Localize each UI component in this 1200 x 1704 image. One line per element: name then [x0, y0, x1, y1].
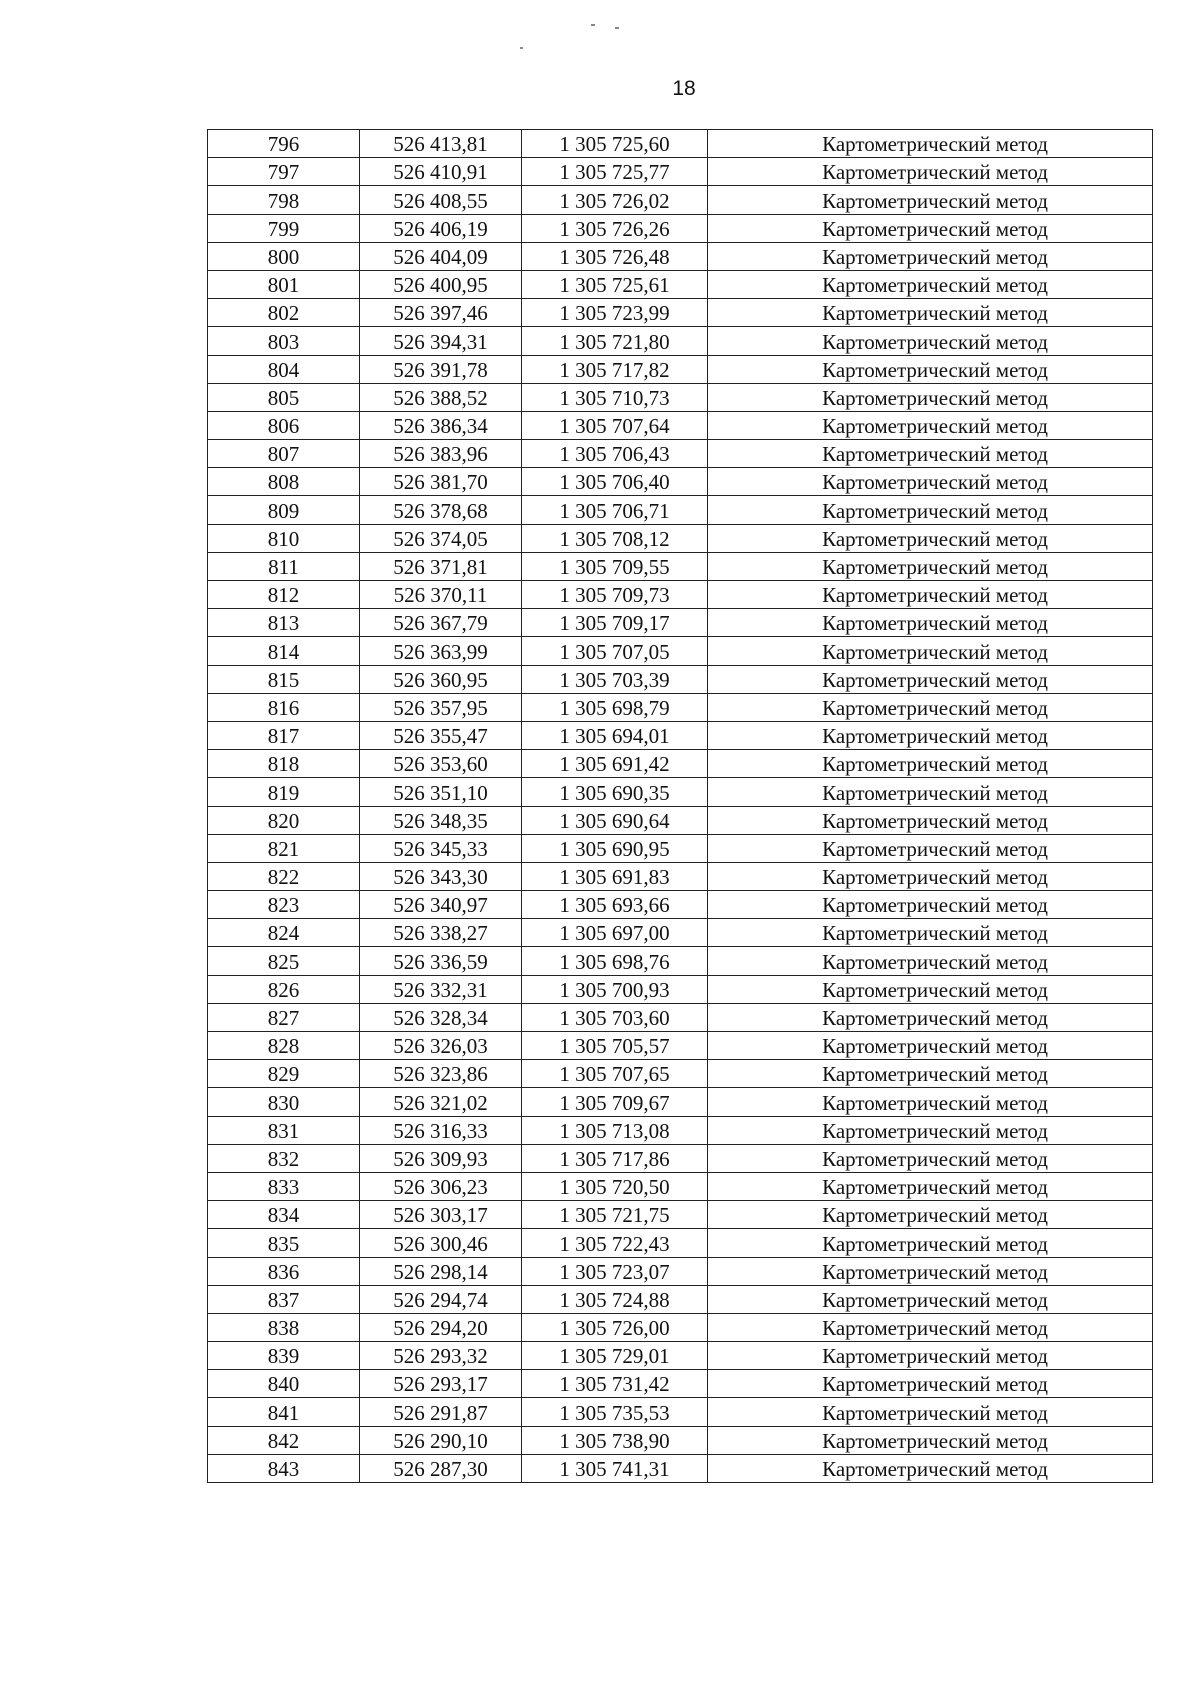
method-cell: Картометрический метод	[708, 214, 1153, 242]
point-number-cell: 818	[208, 750, 360, 778]
point-number-cell: 819	[208, 778, 360, 806]
point-number-cell: 811	[208, 552, 360, 580]
method-cell: Картометрический метод	[708, 975, 1153, 1003]
y-coordinate-cell: 1 305 698,79	[522, 693, 708, 721]
table-row	[208, 891, 1153, 919]
point-number-cell: 827	[208, 1003, 360, 1031]
x-coordinate-cell: 526 397,46	[360, 299, 522, 327]
point-number-cell: 832	[208, 1144, 360, 1172]
y-coordinate-cell: 1 305 710,73	[522, 383, 708, 411]
table-row	[208, 1060, 1153, 1088]
point-number-cell: 800	[208, 242, 360, 270]
x-coordinate-cell: 526 343,30	[360, 862, 522, 890]
x-coordinate-cell: 526 370,11	[360, 581, 522, 609]
x-coordinate-cell: 526 371,81	[360, 552, 522, 580]
table-row	[208, 609, 1153, 637]
point-number-cell: 810	[208, 524, 360, 552]
table-row	[208, 1426, 1153, 1454]
table-row	[208, 1144, 1153, 1172]
table-row	[208, 1285, 1153, 1313]
method-cell: Картометрический метод	[708, 1032, 1153, 1060]
x-coordinate-cell: 526 410,91	[360, 158, 522, 186]
method-cell: Картометрический метод	[708, 327, 1153, 355]
x-coordinate-cell: 526 367,79	[360, 609, 522, 637]
method-cell: Картометрический метод	[708, 440, 1153, 468]
method-cell: Картометрический метод	[708, 778, 1153, 806]
method-cell: Картометрический метод	[708, 693, 1153, 721]
y-coordinate-cell: 1 305 707,05	[522, 637, 708, 665]
y-coordinate-cell: 1 305 691,83	[522, 862, 708, 890]
x-coordinate-cell: 526 406,19	[360, 214, 522, 242]
method-cell: Картометрический метод	[708, 158, 1153, 186]
x-coordinate-cell: 526 321,02	[360, 1088, 522, 1116]
x-coordinate-cell: 526 348,35	[360, 806, 522, 834]
x-coordinate-cell: 526 400,95	[360, 270, 522, 298]
method-cell: Картометрический метод	[708, 1229, 1153, 1257]
method-cell: Картометрический метод	[708, 242, 1153, 270]
y-coordinate-cell: 1 305 723,99	[522, 299, 708, 327]
y-coordinate-cell: 1 305 726,02	[522, 186, 708, 214]
method-cell: Картометрический метод	[708, 1454, 1153, 1482]
method-cell: Картометрический метод	[708, 919, 1153, 947]
point-number-cell: 799	[208, 214, 360, 242]
y-coordinate-cell: 1 305 698,76	[522, 947, 708, 975]
point-number-cell: 808	[208, 468, 360, 496]
x-coordinate-cell: 526 336,59	[360, 947, 522, 975]
y-coordinate-cell: 1 305 723,07	[522, 1257, 708, 1285]
method-cell: Картометрический метод	[708, 524, 1153, 552]
x-coordinate-cell: 526 413,81	[360, 130, 522, 158]
y-coordinate-cell: 1 305 726,00	[522, 1313, 708, 1341]
y-coordinate-cell: 1 305 708,12	[522, 524, 708, 552]
x-coordinate-cell: 526 306,23	[360, 1172, 522, 1200]
point-number-cell: 829	[208, 1060, 360, 1088]
table-row	[208, 721, 1153, 749]
x-coordinate-cell: 526 323,86	[360, 1060, 522, 1088]
y-coordinate-cell: 1 305 738,90	[522, 1426, 708, 1454]
method-cell: Картометрический метод	[708, 270, 1153, 298]
method-cell: Картометрический метод	[708, 383, 1153, 411]
x-coordinate-cell: 526 388,52	[360, 383, 522, 411]
x-coordinate-cell: 526 293,17	[360, 1370, 522, 1398]
point-number-cell: 801	[208, 270, 360, 298]
table-row	[208, 1370, 1153, 1398]
y-coordinate-cell: 1 305 707,64	[522, 411, 708, 439]
table-row	[208, 552, 1153, 580]
method-cell: Картометрический метод	[708, 1426, 1153, 1454]
x-coordinate-cell: 526 298,14	[360, 1257, 522, 1285]
table-row	[208, 665, 1153, 693]
y-coordinate-cell: 1 305 691,42	[522, 750, 708, 778]
method-cell: Картометрический метод	[708, 1144, 1153, 1172]
method-cell: Картометрический метод	[708, 468, 1153, 496]
x-coordinate-cell: 526 328,34	[360, 1003, 522, 1031]
x-coordinate-cell: 526 394,31	[360, 327, 522, 355]
y-coordinate-cell: 1 305 709,67	[522, 1088, 708, 1116]
x-coordinate-cell: 526 294,74	[360, 1285, 522, 1313]
point-number-cell: 840	[208, 1370, 360, 1398]
method-cell: Картометрический метод	[708, 1257, 1153, 1285]
y-coordinate-cell: 1 305 735,53	[522, 1398, 708, 1426]
y-coordinate-cell: 1 305 725,61	[522, 270, 708, 298]
y-coordinate-cell: 1 305 729,01	[522, 1342, 708, 1370]
x-coordinate-cell: 526 353,60	[360, 750, 522, 778]
y-coordinate-cell: 1 305 713,08	[522, 1116, 708, 1144]
table-row	[208, 919, 1153, 947]
scan-speck	[520, 47, 523, 49]
x-coordinate-cell: 526 378,68	[360, 496, 522, 524]
point-number-cell: 821	[208, 834, 360, 862]
y-coordinate-cell: 1 305 707,65	[522, 1060, 708, 1088]
point-number-cell: 843	[208, 1454, 360, 1482]
y-coordinate-cell: 1 305 709,17	[522, 609, 708, 637]
y-coordinate-cell: 1 305 709,73	[522, 581, 708, 609]
y-coordinate-cell: 1 305 697,00	[522, 919, 708, 947]
x-coordinate-cell: 526 360,95	[360, 665, 522, 693]
x-coordinate-cell: 526 345,33	[360, 834, 522, 862]
method-cell: Картометрический метод	[708, 496, 1153, 524]
x-coordinate-cell: 526 293,32	[360, 1342, 522, 1370]
method-cell: Картометрический метод	[708, 1172, 1153, 1200]
table-row	[208, 862, 1153, 890]
x-coordinate-cell: 526 386,34	[360, 411, 522, 439]
x-coordinate-cell: 526 287,30	[360, 1454, 522, 1482]
method-cell: Картометрический метод	[708, 581, 1153, 609]
y-coordinate-cell: 1 305 705,57	[522, 1032, 708, 1060]
y-coordinate-cell: 1 305 706,71	[522, 496, 708, 524]
point-number-cell: 828	[208, 1032, 360, 1060]
method-cell: Картометрический метод	[708, 834, 1153, 862]
point-number-cell: 836	[208, 1257, 360, 1285]
y-coordinate-cell: 1 305 721,75	[522, 1201, 708, 1229]
point-number-cell: 822	[208, 862, 360, 890]
x-coordinate-cell: 526 303,17	[360, 1201, 522, 1229]
method-cell: Картометрический метод	[708, 806, 1153, 834]
x-coordinate-cell: 526 300,46	[360, 1229, 522, 1257]
point-number-cell: 807	[208, 440, 360, 468]
x-coordinate-cell: 526 363,99	[360, 637, 522, 665]
point-number-cell: 802	[208, 299, 360, 327]
x-coordinate-cell: 526 391,78	[360, 355, 522, 383]
method-cell: Картометрический метод	[708, 1342, 1153, 1370]
method-cell: Картометрический метод	[708, 609, 1153, 637]
point-number-cell: 803	[208, 327, 360, 355]
method-cell: Картометрический метод	[708, 1398, 1153, 1426]
x-coordinate-cell: 526 381,70	[360, 468, 522, 496]
method-cell: Картометрический метод	[708, 665, 1153, 693]
point-number-cell: 806	[208, 411, 360, 439]
table-body	[208, 130, 1153, 1483]
point-number-cell: 830	[208, 1088, 360, 1116]
table-row	[208, 468, 1153, 496]
method-cell: Картометрический метод	[708, 1370, 1153, 1398]
y-coordinate-cell: 1 305 724,88	[522, 1285, 708, 1313]
x-coordinate-cell: 526 357,95	[360, 693, 522, 721]
y-coordinate-cell: 1 305 721,80	[522, 327, 708, 355]
y-coordinate-cell: 1 305 690,95	[522, 834, 708, 862]
x-coordinate-cell: 526 290,10	[360, 1426, 522, 1454]
table-row	[208, 242, 1153, 270]
scan-speck	[615, 27, 619, 29]
x-coordinate-cell: 526 332,31	[360, 975, 522, 1003]
point-number-cell: 826	[208, 975, 360, 1003]
scan-speck	[591, 24, 595, 26]
method-cell: Картометрический метод	[708, 299, 1153, 327]
table-row	[208, 270, 1153, 298]
y-coordinate-cell: 1 305 726,26	[522, 214, 708, 242]
table-row	[208, 411, 1153, 439]
point-number-cell: 831	[208, 1116, 360, 1144]
table-row	[208, 440, 1153, 468]
table-row	[208, 1398, 1153, 1426]
x-coordinate-cell: 526 355,47	[360, 721, 522, 749]
point-number-cell: 814	[208, 637, 360, 665]
point-number-cell: 824	[208, 919, 360, 947]
method-cell: Картометрический метод	[708, 1313, 1153, 1341]
point-number-cell: 805	[208, 383, 360, 411]
method-cell: Картометрический метод	[708, 891, 1153, 919]
method-cell: Картометрический метод	[708, 1116, 1153, 1144]
point-number-cell: 804	[208, 355, 360, 383]
method-cell: Картометрический метод	[708, 862, 1153, 890]
method-cell: Картометрический метод	[708, 721, 1153, 749]
method-cell: Картометрический метод	[708, 355, 1153, 383]
x-coordinate-cell: 526 338,27	[360, 919, 522, 947]
method-cell: Картометрический метод	[708, 1285, 1153, 1313]
table-row	[208, 1454, 1153, 1482]
table-row	[208, 806, 1153, 834]
method-cell: Картометрический метод	[708, 750, 1153, 778]
y-coordinate-cell: 1 305 706,40	[522, 468, 708, 496]
method-cell: Картометрический метод	[708, 1201, 1153, 1229]
point-number-cell: 841	[208, 1398, 360, 1426]
point-number-cell: 815	[208, 665, 360, 693]
point-number-cell: 833	[208, 1172, 360, 1200]
table-row	[208, 327, 1153, 355]
table-row	[208, 214, 1153, 242]
point-number-cell: 796	[208, 130, 360, 158]
y-coordinate-cell: 1 305 722,43	[522, 1229, 708, 1257]
point-number-cell: 797	[208, 158, 360, 186]
y-coordinate-cell: 1 305 709,55	[522, 552, 708, 580]
y-coordinate-cell: 1 305 690,35	[522, 778, 708, 806]
page-number: 18	[672, 77, 696, 100]
point-number-cell: 825	[208, 947, 360, 975]
table-row	[208, 1116, 1153, 1144]
x-coordinate-cell: 526 383,96	[360, 440, 522, 468]
table-row	[208, 355, 1153, 383]
x-coordinate-cell: 526 351,10	[360, 778, 522, 806]
method-cell: Картометрический метод	[708, 1003, 1153, 1031]
point-number-cell: 823	[208, 891, 360, 919]
x-coordinate-cell: 526 374,05	[360, 524, 522, 552]
y-coordinate-cell: 1 305 703,39	[522, 665, 708, 693]
table-row	[208, 1313, 1153, 1341]
x-coordinate-cell: 526 309,93	[360, 1144, 522, 1172]
method-cell: Картометрический метод	[708, 637, 1153, 665]
y-coordinate-cell: 1 305 693,66	[522, 891, 708, 919]
method-cell: Картометрический метод	[708, 411, 1153, 439]
table-row	[208, 975, 1153, 1003]
x-coordinate-cell: 526 408,55	[360, 186, 522, 214]
table-row	[208, 1172, 1153, 1200]
table-row	[208, 130, 1153, 158]
y-coordinate-cell: 1 305 706,43	[522, 440, 708, 468]
point-number-cell: 816	[208, 693, 360, 721]
method-cell: Картометрический метод	[708, 552, 1153, 580]
x-coordinate-cell: 526 326,03	[360, 1032, 522, 1060]
table-row	[208, 158, 1153, 186]
y-coordinate-cell: 1 305 726,48	[522, 242, 708, 270]
y-coordinate-cell: 1 305 703,60	[522, 1003, 708, 1031]
point-number-cell: 837	[208, 1285, 360, 1313]
point-number-cell: 812	[208, 581, 360, 609]
point-number-cell: 798	[208, 186, 360, 214]
table-row	[208, 947, 1153, 975]
table-row	[208, 581, 1153, 609]
point-number-cell: 820	[208, 806, 360, 834]
point-number-cell: 842	[208, 1426, 360, 1454]
table-row	[208, 1201, 1153, 1229]
y-coordinate-cell: 1 305 717,86	[522, 1144, 708, 1172]
x-coordinate-cell: 526 340,97	[360, 891, 522, 919]
table-row	[208, 834, 1153, 862]
y-coordinate-cell: 1 305 725,60	[522, 130, 708, 158]
point-number-cell: 834	[208, 1201, 360, 1229]
table-row	[208, 524, 1153, 552]
table-row	[208, 299, 1153, 327]
method-cell: Картометрический метод	[708, 186, 1153, 214]
table-row	[208, 637, 1153, 665]
y-coordinate-cell: 1 305 717,82	[522, 355, 708, 383]
x-coordinate-cell: 526 404,09	[360, 242, 522, 270]
y-coordinate-cell: 1 305 694,01	[522, 721, 708, 749]
table-row	[208, 750, 1153, 778]
table-row	[208, 1032, 1153, 1060]
table-row	[208, 1229, 1153, 1257]
coordinates-table	[207, 129, 1153, 1483]
table-row	[208, 1088, 1153, 1116]
method-cell: Картометрический метод	[708, 130, 1153, 158]
method-cell: Картометрический метод	[708, 947, 1153, 975]
x-coordinate-cell: 526 291,87	[360, 1398, 522, 1426]
table-row	[208, 693, 1153, 721]
point-number-cell: 839	[208, 1342, 360, 1370]
x-coordinate-cell: 526 294,20	[360, 1313, 522, 1341]
method-cell: Картометрический метод	[708, 1060, 1153, 1088]
y-coordinate-cell: 1 305 731,42	[522, 1370, 708, 1398]
x-coordinate-cell: 526 316,33	[360, 1116, 522, 1144]
y-coordinate-cell: 1 305 700,93	[522, 975, 708, 1003]
table-row	[208, 383, 1153, 411]
point-number-cell: 813	[208, 609, 360, 637]
table-row	[208, 1257, 1153, 1285]
point-number-cell: 835	[208, 1229, 360, 1257]
method-cell: Картометрический метод	[708, 1088, 1153, 1116]
point-number-cell: 809	[208, 496, 360, 524]
y-coordinate-cell: 1 305 741,31	[522, 1454, 708, 1482]
point-number-cell: 838	[208, 1313, 360, 1341]
table-row	[208, 1003, 1153, 1031]
table-row	[208, 496, 1153, 524]
y-coordinate-cell: 1 305 720,50	[522, 1172, 708, 1200]
y-coordinate-cell: 1 305 725,77	[522, 158, 708, 186]
point-number-cell: 817	[208, 721, 360, 749]
table-row	[208, 1342, 1153, 1370]
table-row	[208, 186, 1153, 214]
y-coordinate-cell: 1 305 690,64	[522, 806, 708, 834]
table-row	[208, 778, 1153, 806]
